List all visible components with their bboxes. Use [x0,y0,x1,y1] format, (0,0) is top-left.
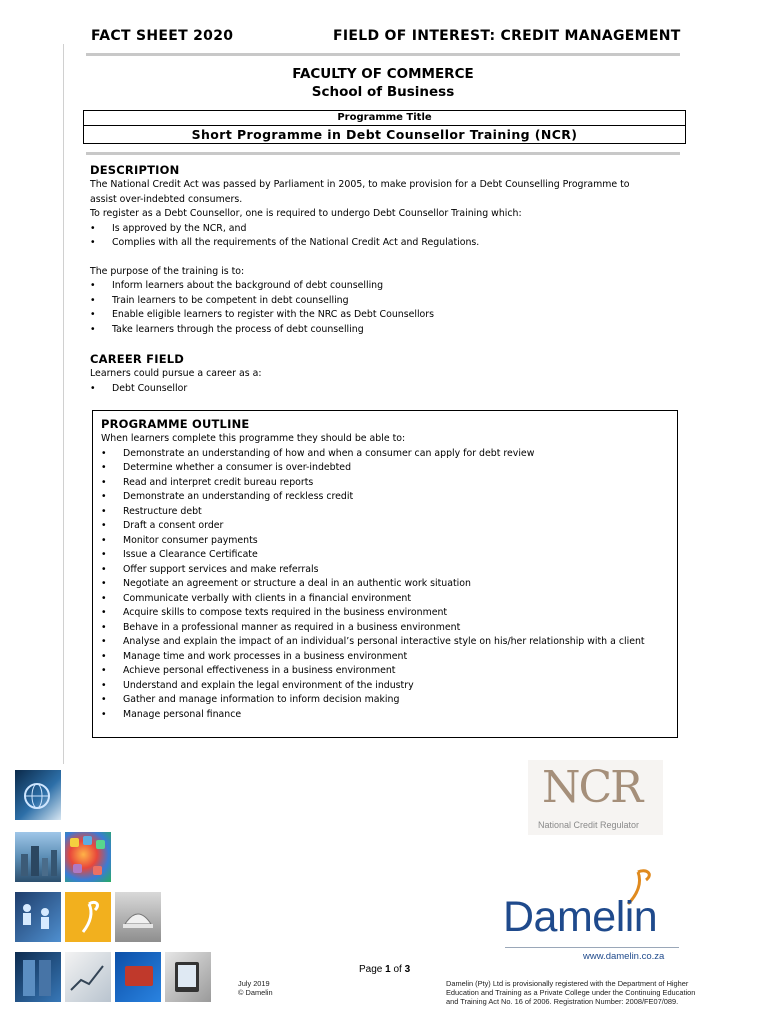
description-bullets1 [90,222,686,251]
footer-legal-line3: and Training Act No. 16 of 2006. Registration Number: 2008/FE07/089. [446,997,679,1006]
list-item: • Understand and explain the legal environment of the industry [101,679,669,694]
purpose-intro: The purpose of the training is to: [90,265,245,277]
breaking-news-thumbnail [115,952,161,1002]
chart-sketch-icon [65,952,111,1002]
school-title: School of Business [311,84,455,100]
ncr-caption: National Credit Regulator [538,820,640,830]
list-item: • Negotiate an agreement or structure a deal in an authentic work situation [101,577,669,592]
list-item: • Train learners to be competent in debt counselling [90,294,686,309]
outline-bullets [101,447,669,723]
career-intro: Learners could pursue a career as a: [90,368,262,379]
list-item: • Gather and manage information to inform decision making [101,693,669,708]
list-item: • Determine whether a consumer is over-indebted [101,461,669,476]
buildings-icon [15,832,61,882]
programme-title: Short Programme in Debt Counsellor Training (NCR) [83,125,686,144]
list-item: • Communicate verbally with clients in a financial environment [101,592,669,607]
list-item: • Acquire skills to compose texts required in the business environment [101,606,669,621]
list-item: • Manage personal finance [101,708,669,723]
apps-cloud-thumbnail [65,832,111,882]
list-item: • Read and interpret credit bureau reports [101,476,669,491]
damelin-mark-thumbnail [65,892,111,942]
list-item: • Draft a consent order [101,519,669,534]
page-number [359,964,410,975]
news-key-icon [115,952,161,1002]
hardhat-icon [115,892,161,942]
ncr-logo [528,760,663,835]
damelin-swirl-icon [65,892,111,942]
outline-heading: PROGRAMME OUTLINE [101,417,250,431]
page-prefix: Page [359,964,386,975]
career-section [90,352,686,396]
hardhat-thumbnail [115,892,161,942]
tablet-icon [165,952,211,1002]
list-item: • Issue a Clearance Certificate [101,548,669,563]
footer-legal-line2: Education and Training as a Private College under the Continuing Education [446,988,696,997]
app-icons-icon [65,832,111,882]
list-item: • Behave in a professional manner as required in a business environment [101,621,669,636]
list-item: • Demonstrate an understanding of how and when a consumer can apply for debt review [101,447,669,462]
list-item: • Is approved by the NCR, and [90,222,686,237]
tablet-thumbnail [165,952,211,1002]
footer-legal-line1: Damelin (Pty) Ltd is provisionally registered with the Department of Higher [446,979,689,988]
server-rack-icon [15,952,61,1002]
page-current: 1 [385,964,391,975]
page-of: of [390,964,405,975]
description-heading: DESCRIPTION [90,163,180,177]
faculty-title: FACULTY OF COMMERCE [292,66,474,82]
description-para1b: assist over-indebted consumers. [90,193,243,205]
description-section [90,163,686,337]
list-item: • Manage time and work processes in a business environment [101,650,669,665]
list-item: • Enable eligible learners to register with the NRC as Debt Counsellors [90,308,686,323]
header-rule [86,53,680,56]
description-para1: The National Credit Act was passed by Parliament in 2005, to make provision for a Debt Counselling Programme to [90,179,630,190]
globe-tech-thumbnail [15,770,61,820]
programme-title-label: Programme Title [83,110,686,126]
ncr-mark: NCR [542,762,642,813]
list-item: • Monitor consumer payments [101,534,669,549]
list-item: • Debt Counsellor [90,382,686,397]
description-para2: To register as a Debt Counsellor, one is required to undergo Debt Counsellor Training which: [90,208,522,219]
website-link[interactable]: www.damelin.co.za [583,951,665,962]
list-item: • Offer support services and make referrals [101,563,669,578]
footer-copyright: © Damelin [238,988,273,997]
list-item: • Analyse and explain the impact of an individual’s personal interactive style on his/her relationship with a client [101,635,669,650]
outline-intro: When learners complete this programme they should be able to: [101,433,406,444]
list-item: • Restructure debt [101,505,669,520]
programme-outline-box [92,410,678,738]
footer-date: July 2019 [238,979,270,988]
people-icon [15,892,61,942]
globe-icon [15,770,61,820]
career-heading: CAREER FIELD [90,352,185,366]
list-item: • Demonstrate an understanding of reckless credit [101,490,669,505]
list-item: • Inform learners about the background of debt counselling [90,279,686,294]
people-network-thumbnail [15,892,61,942]
damelin-logo: Damelin [503,893,658,941]
list-item: • Achieve personal effectiveness in a business environment [101,664,669,679]
description-bullets2 [90,279,686,337]
list-item: • Complies with all the requirements of the National Credit Act and Regulations. [90,236,686,251]
career-bullets [90,382,686,397]
list-item: • Take learners through the process of debt counselling [90,323,686,338]
logo-rule [505,947,679,948]
finance-sketch-thumbnail [65,952,111,1002]
page-total: 3 [404,964,411,975]
cityscape-thumbnail [15,832,61,882]
doc-header-left: FACT SHEET 2020 [91,28,234,44]
left-margin-line [63,44,64,764]
title-rule [86,152,680,155]
datacenter-thumbnail [15,952,61,1002]
doc-header-right: FIELD OF INTEREST: CREDIT MANAGEMENT [333,28,681,44]
